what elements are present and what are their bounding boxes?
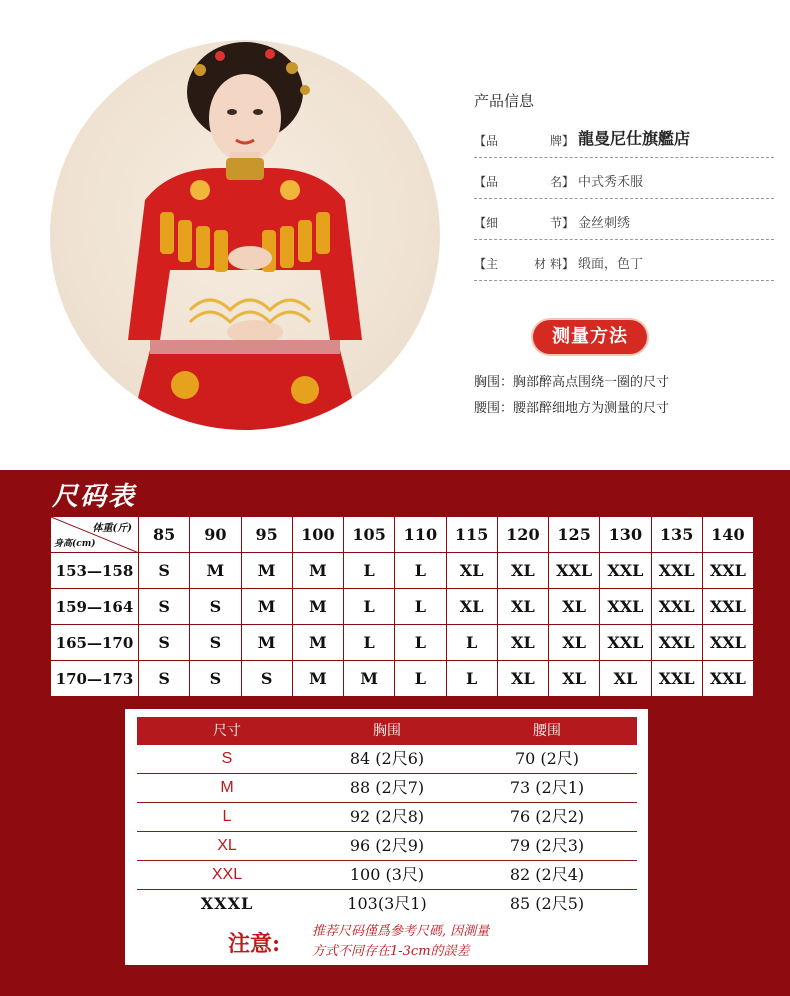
size-cell: S [139,553,190,589]
weight-header: 95 [241,517,292,553]
info-label [474,255,574,272]
chest-value: 100 (3尺) [349,865,425,884]
size-cell: L [344,589,395,625]
info-label-start: 【品 [474,134,499,148]
waist-value: 73 (2尺1) [509,778,585,797]
size-cell: S [190,589,241,625]
info-label [474,214,574,231]
height-axis-label: 身高(cm) [54,539,96,549]
size-cell: M [241,589,292,625]
size-table-corner [51,517,139,553]
size-cell: M [292,553,343,589]
measurement-row [137,861,637,890]
info-row-name [474,158,774,199]
size-cell: XXL [600,589,651,625]
weight-axis-label: 体重(斤) [92,523,132,534]
info-label-end: 牌】 [549,134,574,148]
size-label: XL [217,837,237,854]
size-table-row [51,553,754,589]
height-range: 170—173 [51,661,139,697]
size-cell: S [139,661,190,697]
info-row-material [474,240,774,281]
size-label: L [222,808,232,825]
size-cell: XL [446,589,497,625]
chest-instruction: 胸围：胸部醉高点围绕一圈的尺寸 [474,375,670,390]
size-cell: XXL [549,553,600,589]
size-table [50,516,754,697]
chest-value: 88 (2尺7) [349,778,425,797]
size-cell: XL [497,661,548,697]
size-cell: XXL [702,661,753,697]
size-label: XXL [211,866,243,883]
size-cell: XXL [651,661,702,697]
size-cell: S [139,589,190,625]
size-cell: XXL [651,553,702,589]
size-cell: XL [497,625,548,661]
size-cell: L [395,661,446,697]
info-value-brand: 龍曼尼仕旗艦店 [578,129,691,148]
weight-header: 120 [497,517,548,553]
info-label [474,132,574,149]
height-range: 153—158 [51,553,139,589]
size-cell: XL [549,625,600,661]
measurement-row [137,832,637,861]
size-chart-title: 尺码表 [52,482,137,512]
chest-value: 92 (2尺8) [349,807,425,826]
chest-value: 84 (2尺6) [349,749,425,768]
note-text [312,922,632,962]
header-size: 尺寸 [213,723,241,739]
chest-value: 96 (2尺9) [349,836,425,855]
size-cell: XL [497,553,548,589]
size-cell: XXL [702,553,753,589]
size-cell: XXL [651,589,702,625]
product-info-title: 产品信息 [474,92,535,110]
info-value-material: 缎面，色丁 [578,257,644,272]
measurement-row [137,890,637,919]
product-section [0,0,790,470]
waist-instruction: 腰围：腰部醉细地方为测量的尺寸 [474,401,670,416]
size-cell: L [344,625,395,661]
size-cell: XL [497,589,548,625]
info-label-start: 【主 [474,257,499,271]
weight-header: 100 [292,517,343,553]
size-label: S [221,750,233,767]
measure-instructions [474,370,669,422]
info-label-end: 材 料】 [534,257,574,271]
header-waist: 腰围 [533,723,561,739]
size-cell: L [344,553,395,589]
waist-value: 82 (2尺4) [509,865,585,884]
size-cell: XXL [600,553,651,589]
size-table-row [51,589,754,625]
size-cell: XXL [702,625,753,661]
weight-header: 85 [139,517,190,553]
size-cell: XL [549,589,600,625]
header-chest: 胸围 [373,723,401,739]
size-cell: L [395,589,446,625]
size-cell: M [344,661,395,697]
size-label: M [220,779,234,796]
weight-header: 110 [395,517,446,553]
info-value-detail: 金丝刺绣 [578,216,631,231]
size-label: XXXL [200,894,254,913]
measure-method-badge: 测量方法 [533,320,647,354]
note-label: 注意: [228,931,281,957]
measurement-row [137,774,637,803]
size-cell: M [241,625,292,661]
size-cell: M [292,589,343,625]
weight-header: 130 [600,517,651,553]
size-cell: S [190,625,241,661]
height-range: 159—164 [51,589,139,625]
size-cell: XXL [651,625,702,661]
size-cell: XXL [600,625,651,661]
weight-header: 105 [344,517,395,553]
size-cell: XL [549,661,600,697]
size-cell: S [139,625,190,661]
size-cell: L [395,553,446,589]
size-cell: M [292,625,343,661]
measurement-row [137,803,637,832]
size-table-row [51,661,754,697]
size-cell: S [241,661,292,697]
size-cell: XXL [702,589,753,625]
info-value-name: 中式秀禾服 [578,175,644,190]
size-cell: XL [600,661,651,697]
note-line-1: 推荐尺码僅爲參考尺碼, 因測量 [312,924,490,939]
size-cell: L [395,625,446,661]
size-table-row [51,625,754,661]
size-cell: M [190,553,241,589]
info-label-end: 节】 [549,216,574,230]
waist-value: 70 (2尺) [514,749,580,768]
info-row-brand [474,117,774,158]
weight-header: 90 [190,517,241,553]
waist-value: 85 (2尺5) [509,894,585,913]
size-cell: L [446,625,497,661]
waist-value: 79 (2尺3) [509,836,585,855]
measurement-header [137,717,637,745]
weight-header: 140 [702,517,753,553]
chest-value: 103(3尺1) [347,894,427,913]
size-cell: S [190,661,241,697]
note-line-2: 方式不同存在1-3cm的誤差 [312,944,470,959]
size-cell: M [241,553,292,589]
size-table-header-row [51,517,754,553]
model-photo [50,40,440,430]
size-cell: L [446,661,497,697]
model-illustration [50,40,440,430]
weight-header: 125 [549,517,600,553]
height-range: 165—170 [51,625,139,661]
info-label-start: 【细 [474,216,499,230]
size-cell: M [292,661,343,697]
weight-header: 115 [446,517,497,553]
size-cell: XL [446,553,497,589]
measurement-row [137,745,637,774]
info-label-start: 【品 [474,175,499,189]
weight-header: 135 [651,517,702,553]
waist-value: 76 (2尺2) [509,807,585,826]
info-label [474,173,574,190]
product-info [474,90,774,281]
info-label-end: 名】 [549,175,574,189]
info-row-detail [474,199,774,240]
